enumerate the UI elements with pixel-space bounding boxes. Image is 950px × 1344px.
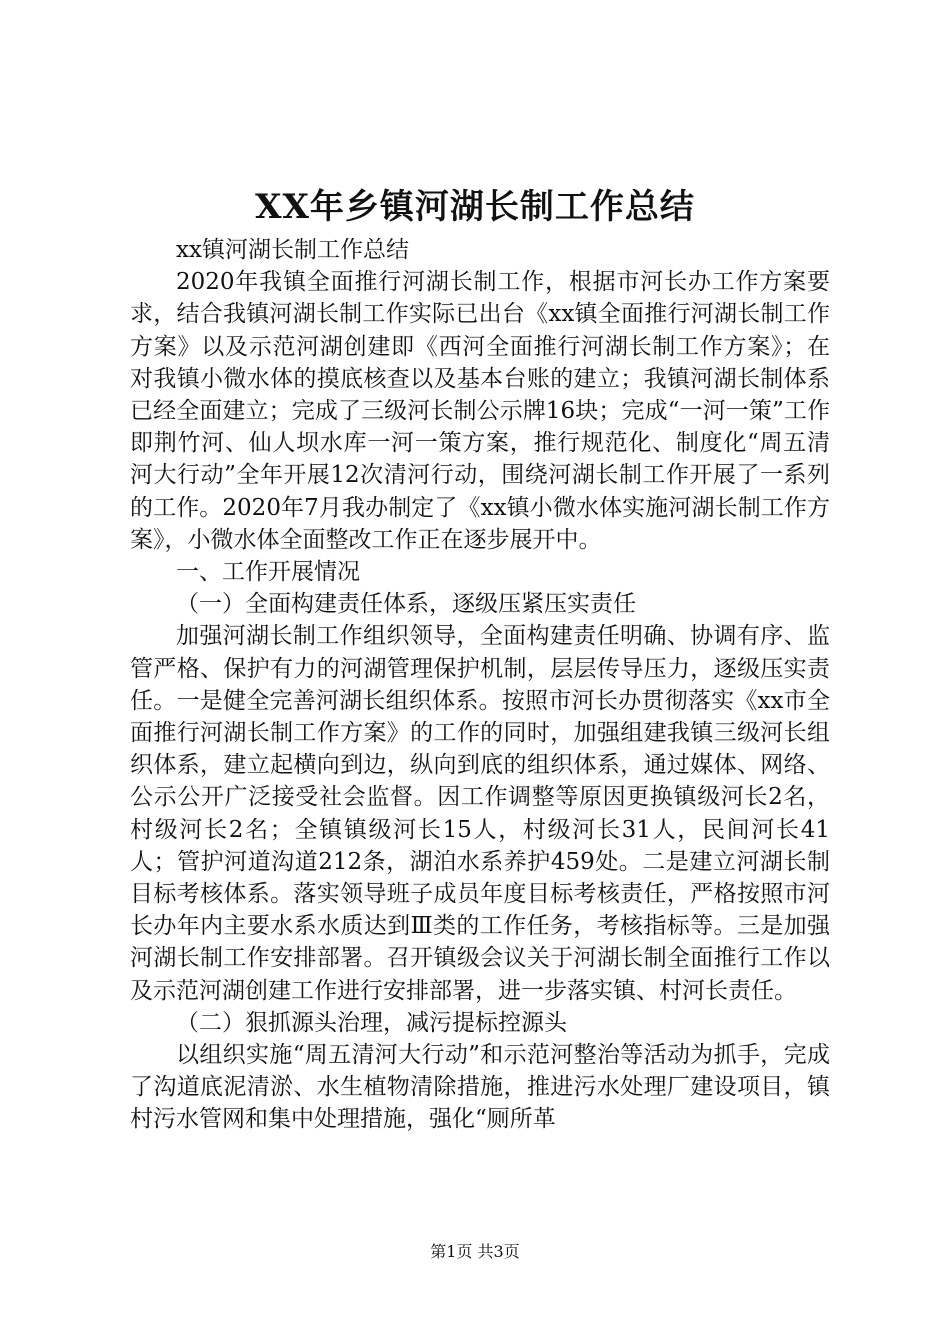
document-body [130, 234, 830, 1136]
subsection-heading-source-control: （二）狠抓源头治理，减污提标控源头 [176, 1009, 567, 1036]
paragraph-subtitle: xx镇河湖长制工作总结 [176, 237, 409, 263]
subsection-heading-responsibility: （一）全面构建责任体系，逐级压紧压实责任 [176, 591, 636, 618]
document-title: XX年乡镇河湖长制工作总结 [255, 187, 695, 227]
section-heading-work-status: 一、工作开展情况 [176, 559, 360, 586]
paragraph-source-control: 以组织实施“周五清河大行动”和示范河整治等活动为抓手，完成了沟道底泥清淤、水生植物清除措施，推进污水处理厂建设项目，镇村污水管网和集中处理措施，强化“厕所革 [130, 1042, 830, 1133]
paragraph-responsibility: 加强河湖长制工作组织领导，全面构建责任明确、协调有序、监管严格、保护有力的河湖管理保护机制，层层传导压力，逐级压实责任。一是健全完善河湖长组织体系。按照市河长办贯彻落实《xx市全面推行河湖长制工作方案》的工作的同时，加强组建我镇三级河长组织体系，建立起横向到边，纵向到底的组织体系，通过媒体、网络、公示公开广泛接受社会监督。因工作调整等原因更换镇级河长2名，村级河长2名；全镇镇级河长15人，村级河长31人，民间河长41人；管护河道沟道212条，湖泊水系养护459处。二是建立河湖长制目标考核体系。落实领导班子成员年度目标考核责任，严格按照市河长办年内主要水系水质达到Ⅲ类的工作任务，考核指标等。三是加强河湖长制工作安排部署。召开镇级会议关于河湖长制全面推行工作以及示范河湖创建工作进行安排部署，进一步落实镇、村河长责任。 [130, 623, 830, 1004]
page-footer: 第1页 共3页 [430, 1242, 520, 1261]
paragraph-intro: 2020年我镇全面推行河湖长制工作，根据市河长办工作方案要求，结合我镇河湖长制工作实际已出台《xx镇全面推行河湖长制工作方案》以及示范河湖创建即《西河全面推行河湖长制工作方案》；在对我镇小微水体的摸底核查以及基本台账的建立；我镇河湖长制体系已经全面建立；完成了三级河长制公示牌16块；完成“一河一策”工作即荆竹河、仙人坝水库一河一策方案，推行规范化、制度化“周五清河大行动”全年开展12次清河行动，围绕河湖长制工作开展了一系列的工作。2020年7月我办制定了《xx镇小微水体实施河湖长制工作方案》，小微水体全面整改工作正在逐步展开中。 [130, 269, 830, 553]
